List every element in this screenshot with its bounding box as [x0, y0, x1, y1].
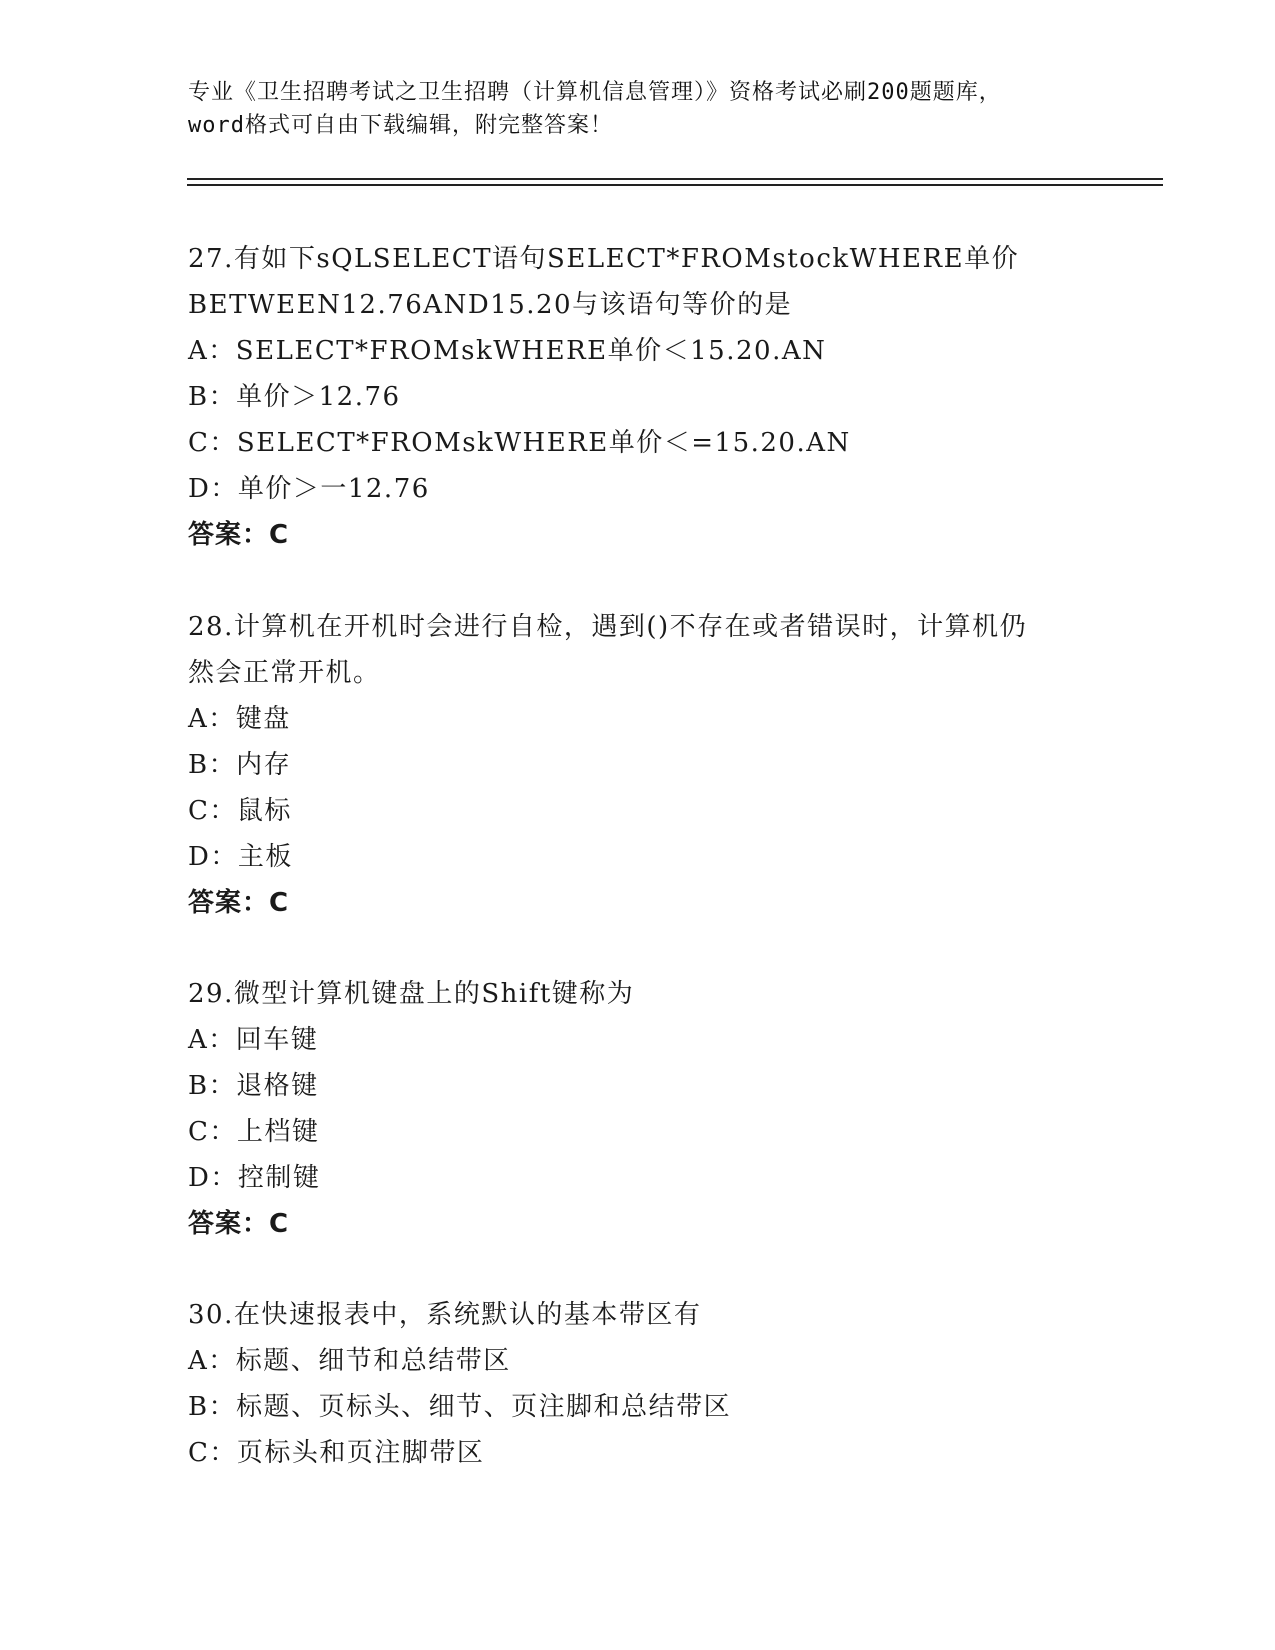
question-stem-line: 30.在快速报表中，系统默认的基本带区有: [188, 1300, 702, 1330]
answer-label: 答案：C: [188, 520, 290, 550]
answer-label: 答案：C: [188, 1209, 290, 1239]
option-c: C：页标头和页注脚带区: [188, 1438, 485, 1468]
option-a: A：标题、细节和总结带区: [188, 1346, 511, 1376]
header-line-1: 专业《卫生招聘考试之卫生招聘（计算机信息管理）》资格考试必刷200题题库，: [188, 80, 1002, 105]
question-stem-line: 29.微型计算机键盘上的Shift键称为: [188, 979, 635, 1009]
question-29: [188, 971, 1088, 1247]
option-d: D：控制键: [188, 1163, 321, 1193]
question-28: [188, 604, 1088, 926]
header-line-2: word格式可自由下载编辑，附完整答案！: [188, 113, 613, 138]
option-c: C：上档键: [188, 1117, 320, 1147]
question-stem-line: 然会正常开机。: [188, 658, 381, 688]
option-a: A：键盘: [188, 704, 291, 734]
option-c: C：鼠标: [188, 796, 292, 826]
document-header: [188, 76, 1088, 142]
question-stem-line: BETWEEN12.76AND15.20与该语句等价的是: [188, 290, 793, 320]
header-divider-top: [187, 178, 1163, 180]
option-d: D：单价＞一12.76: [188, 474, 430, 504]
option-b: B：单价＞12.76: [188, 382, 401, 412]
question-30: [188, 1292, 1088, 1476]
answer-label: 答案：C: [188, 888, 290, 918]
option-b: B：标题、页标头、细节、页注脚和总结带区: [188, 1392, 732, 1422]
option-b: B：退格键: [188, 1071, 319, 1101]
header-divider-bottom: [187, 184, 1163, 186]
option-d: D：主板: [188, 842, 293, 872]
question-stem-line: 28.计算机在开机时会进行自检，遇到()不存在或者错误时，计算机仍: [188, 612, 1028, 642]
option-b: B：内存: [188, 750, 292, 780]
option-c: C：SELECT*FROMskWHERE单价＜=15.20.AN: [188, 428, 851, 458]
option-a: A：SELECT*FROMskWHERE单价＜15.20.AN: [188, 336, 827, 366]
question-27: [188, 236, 1088, 558]
option-a: A：回车键: [188, 1025, 319, 1055]
question-stem-line: 27.有如下sQLSELECT语句SELECT*FROMstockWHERE单价: [188, 244, 1020, 274]
